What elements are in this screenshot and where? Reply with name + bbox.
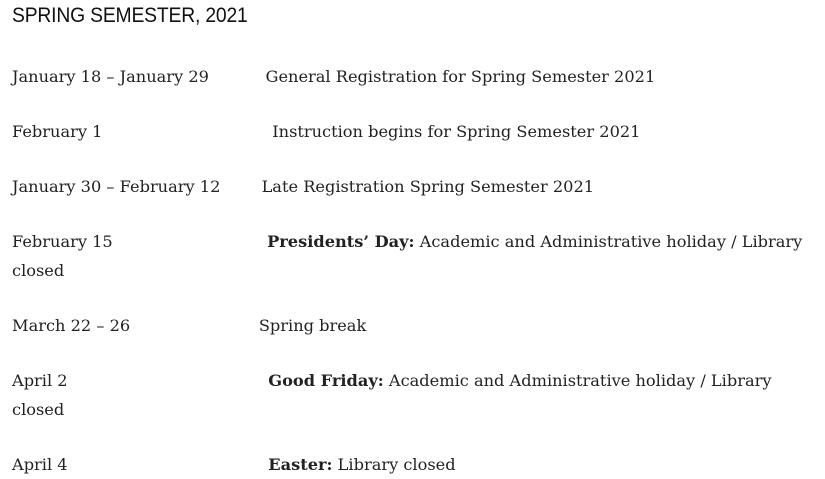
calendar-entry (12, 311, 822, 340)
entry-date: January 18 – January 29 (12, 67, 209, 87)
entry-date: January 30 – February 12 (12, 177, 221, 197)
entry-label: Easter: (268, 455, 333, 475)
entry-date: February 15 (12, 232, 113, 252)
entry-text: Spring break (258, 316, 367, 336)
entry-text: General Registration for Spring Semester 2021 (265, 67, 656, 87)
entry-label: Good Friday: (268, 371, 384, 391)
calendar-entry (12, 62, 822, 91)
entry-text: Academic and Administrative holiday / Library closed (12, 371, 777, 420)
entry-date: April 4 (12, 455, 68, 475)
calendar-entry (12, 366, 822, 424)
calendar-entry (12, 172, 822, 201)
calendar-entry (12, 117, 822, 146)
page-title: SPRING SEMESTER, 2021 (12, 4, 248, 27)
entry-text: Instruction begins for Spring Semester 2021 (272, 122, 641, 142)
entry-text: Late Registration Spring Semester 2021 (261, 177, 595, 197)
entry-label: Presidents’ Day: (267, 232, 415, 252)
calendar-entry (12, 227, 822, 285)
entry-date: March 22 – 26 (12, 316, 131, 336)
entry-text: Academic and Administrative holiday / Library closed (12, 232, 808, 281)
entry-text: Library closed (332, 455, 456, 475)
calendar-entry (12, 450, 822, 479)
entry-date: February 1 (12, 122, 103, 142)
entry-date: April 2 (12, 371, 68, 391)
